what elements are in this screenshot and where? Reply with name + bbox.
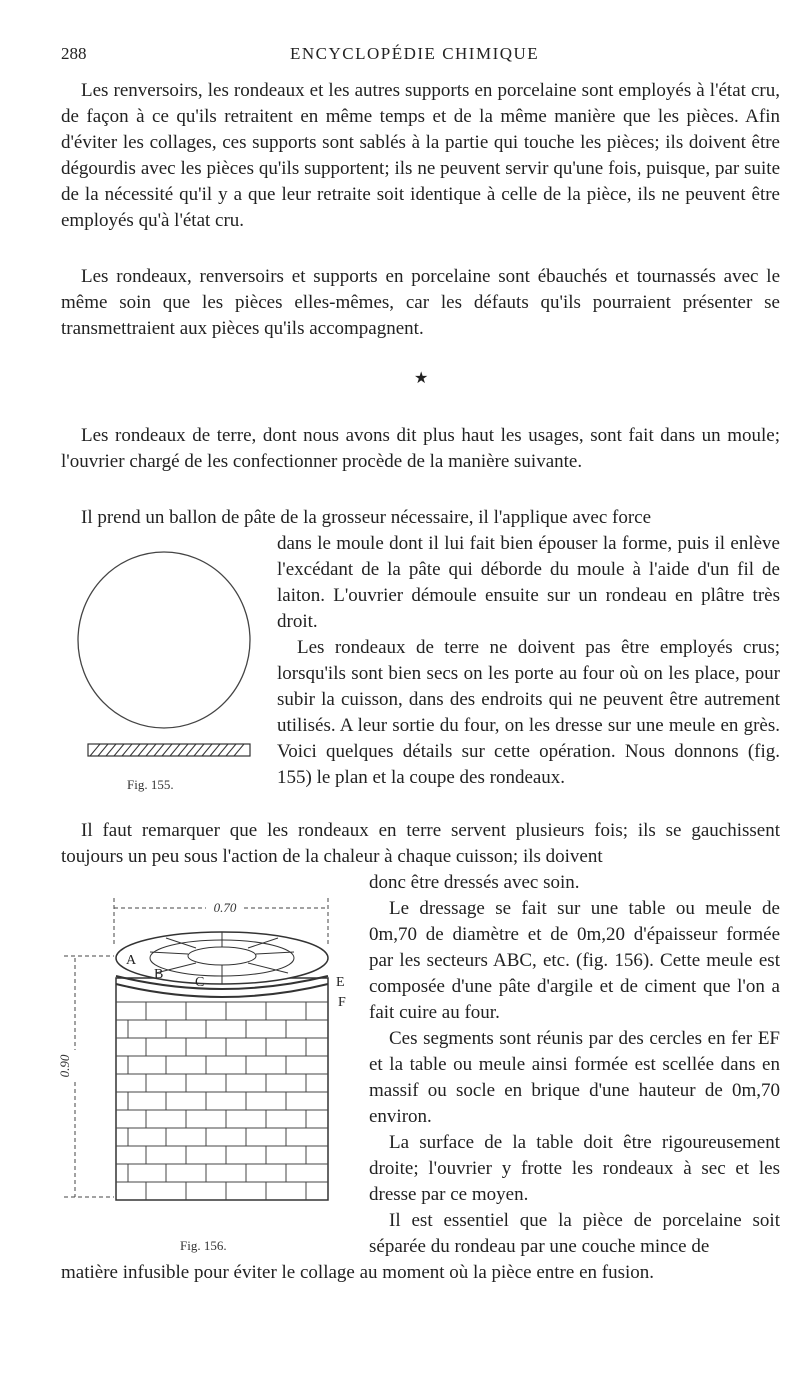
figure-155-caption: Fig. 155. <box>127 777 174 792</box>
paragraph-ballon-line: Il prend un ballon de pâte de la grosseur nécessaire, il l'applique avec force <box>81 507 652 528</box>
figure-156-meule <box>56 890 356 1230</box>
paragraph-dresses-side: donc être dressés avec soin. <box>369 872 580 893</box>
paragraph-surface: La surface de la table doit être rigoureusement droite; l'ouvrier y frotte les rondeaux à sec et les dresse par ce moyen. <box>369 1132 780 1205</box>
paragraph-gauchissent: Il faut remarquer que les rondeaux en terre servent plusieurs fois; ils se gauchissent toujours un peu sous l'action de la chaleur à chaque cuisson; ils doivent <box>61 820 780 867</box>
paragraph-dressage: Le dressage se fait sur une table ou meule de 0m,70 de diamètre et de 0m,20 d'épaisseur formée par les secteurs ABC, etc. (fig. 156). Cette meule est composée d'une pâte d'argile et de ciment que l'on a fait cuire au four. <box>369 898 780 1023</box>
paragraph-infusible-line: matière infusible pour éviter le collage au moment où la pièce entre en fusion. <box>61 1262 654 1283</box>
figure-156-caption: Fig. 156. <box>180 1238 227 1253</box>
paragraph-supports: Les renversoirs, les rondeaux et les autres supports en porcelaine sont employés à l'état cru, de façon à ce qu'ils retraitent en même temps et de la même manière que les pièces. Afin d'éviter les collages, ces supports sont sablés à la partie qui touche les pièces; ils doivent être dégourdis avec les pièces qu'ils supportent; ils ne peuvent servir qu'une fois, puisque, par suite de la nécessité qu'il y a que leur retraite soit identique à celle de la pièce, ils ne peuvent être employés qu'à l'état cru. <box>61 80 780 231</box>
label-e: E <box>336 975 345 990</box>
paragraph-rondeaux-ebauches: Les rondeaux, renversoirs et supports en porcelaine sont ébauchés et tournassés avec le même soin que les pièces elles-mêmes, car les défauts qu'ils pourraient présenter se transmettraient aux pièces qu'ils accompagnent. <box>61 266 780 339</box>
label-c: C <box>195 975 205 990</box>
width-dimension-label: 0.70 <box>213 900 237 915</box>
page-number: 288 <box>61 44 87 63</box>
paragraph-ballon-side: dans le moule dont il lui fait bien épouser la forme, puis il enlève l'excédant de la pâte qui déborde du moule à l'aide d'un fil de laiton. L'ouvrier démoule ensuite sur un rondeau en plâtre très droit. <box>277 533 780 632</box>
label-a: A <box>126 953 137 968</box>
paragraph-rondeaux-terre: Les rondeaux de terre, dont nous avons dit plus haut les usages, sont fait dans un moule; l'ouvrier chargé de les confectionner procède de la manière suivante. <box>61 425 780 472</box>
paragraph-cuisson: Les rondeaux de terre ne doivent pas être employés crus; lorsqu'ils sont bien secs on les porte au four où on les place, pour subir la cuisson, dans des endroits qui ne peuvent être autrement utilisés. A leur sortie du four, on les dresse sur une meule en grès. Voici quelques détails sur cette opération. Nous donnons (fig. 155) le plan et la coupe des rondeaux. <box>277 637 780 788</box>
meule-top-disk <box>116 932 328 984</box>
rondeau-section-bar <box>88 744 250 756</box>
paragraph-essentiel-side: Il est essentiel que la pièce de porcelaine soit séparée du rondeau par une couche mince de <box>369 1210 780 1257</box>
section-separator-star: ★ <box>414 370 429 387</box>
label-f: F <box>338 995 346 1010</box>
brick-base <box>116 978 328 1200</box>
paragraph-segments: Ces segments sont réunis par des cercles en fer EF et la table ou meule ainsi formée est scellée dans en massif ou socle en brique d'une hauteur de 0m,70 environ. <box>369 1028 780 1127</box>
running-title: ENCYCLOPÉDIE CHIMIQUE <box>290 44 540 63</box>
label-b: B <box>154 967 164 982</box>
height-dimension-label: 0.90 <box>57 1054 72 1078</box>
figure-155-rondeau <box>68 550 264 780</box>
